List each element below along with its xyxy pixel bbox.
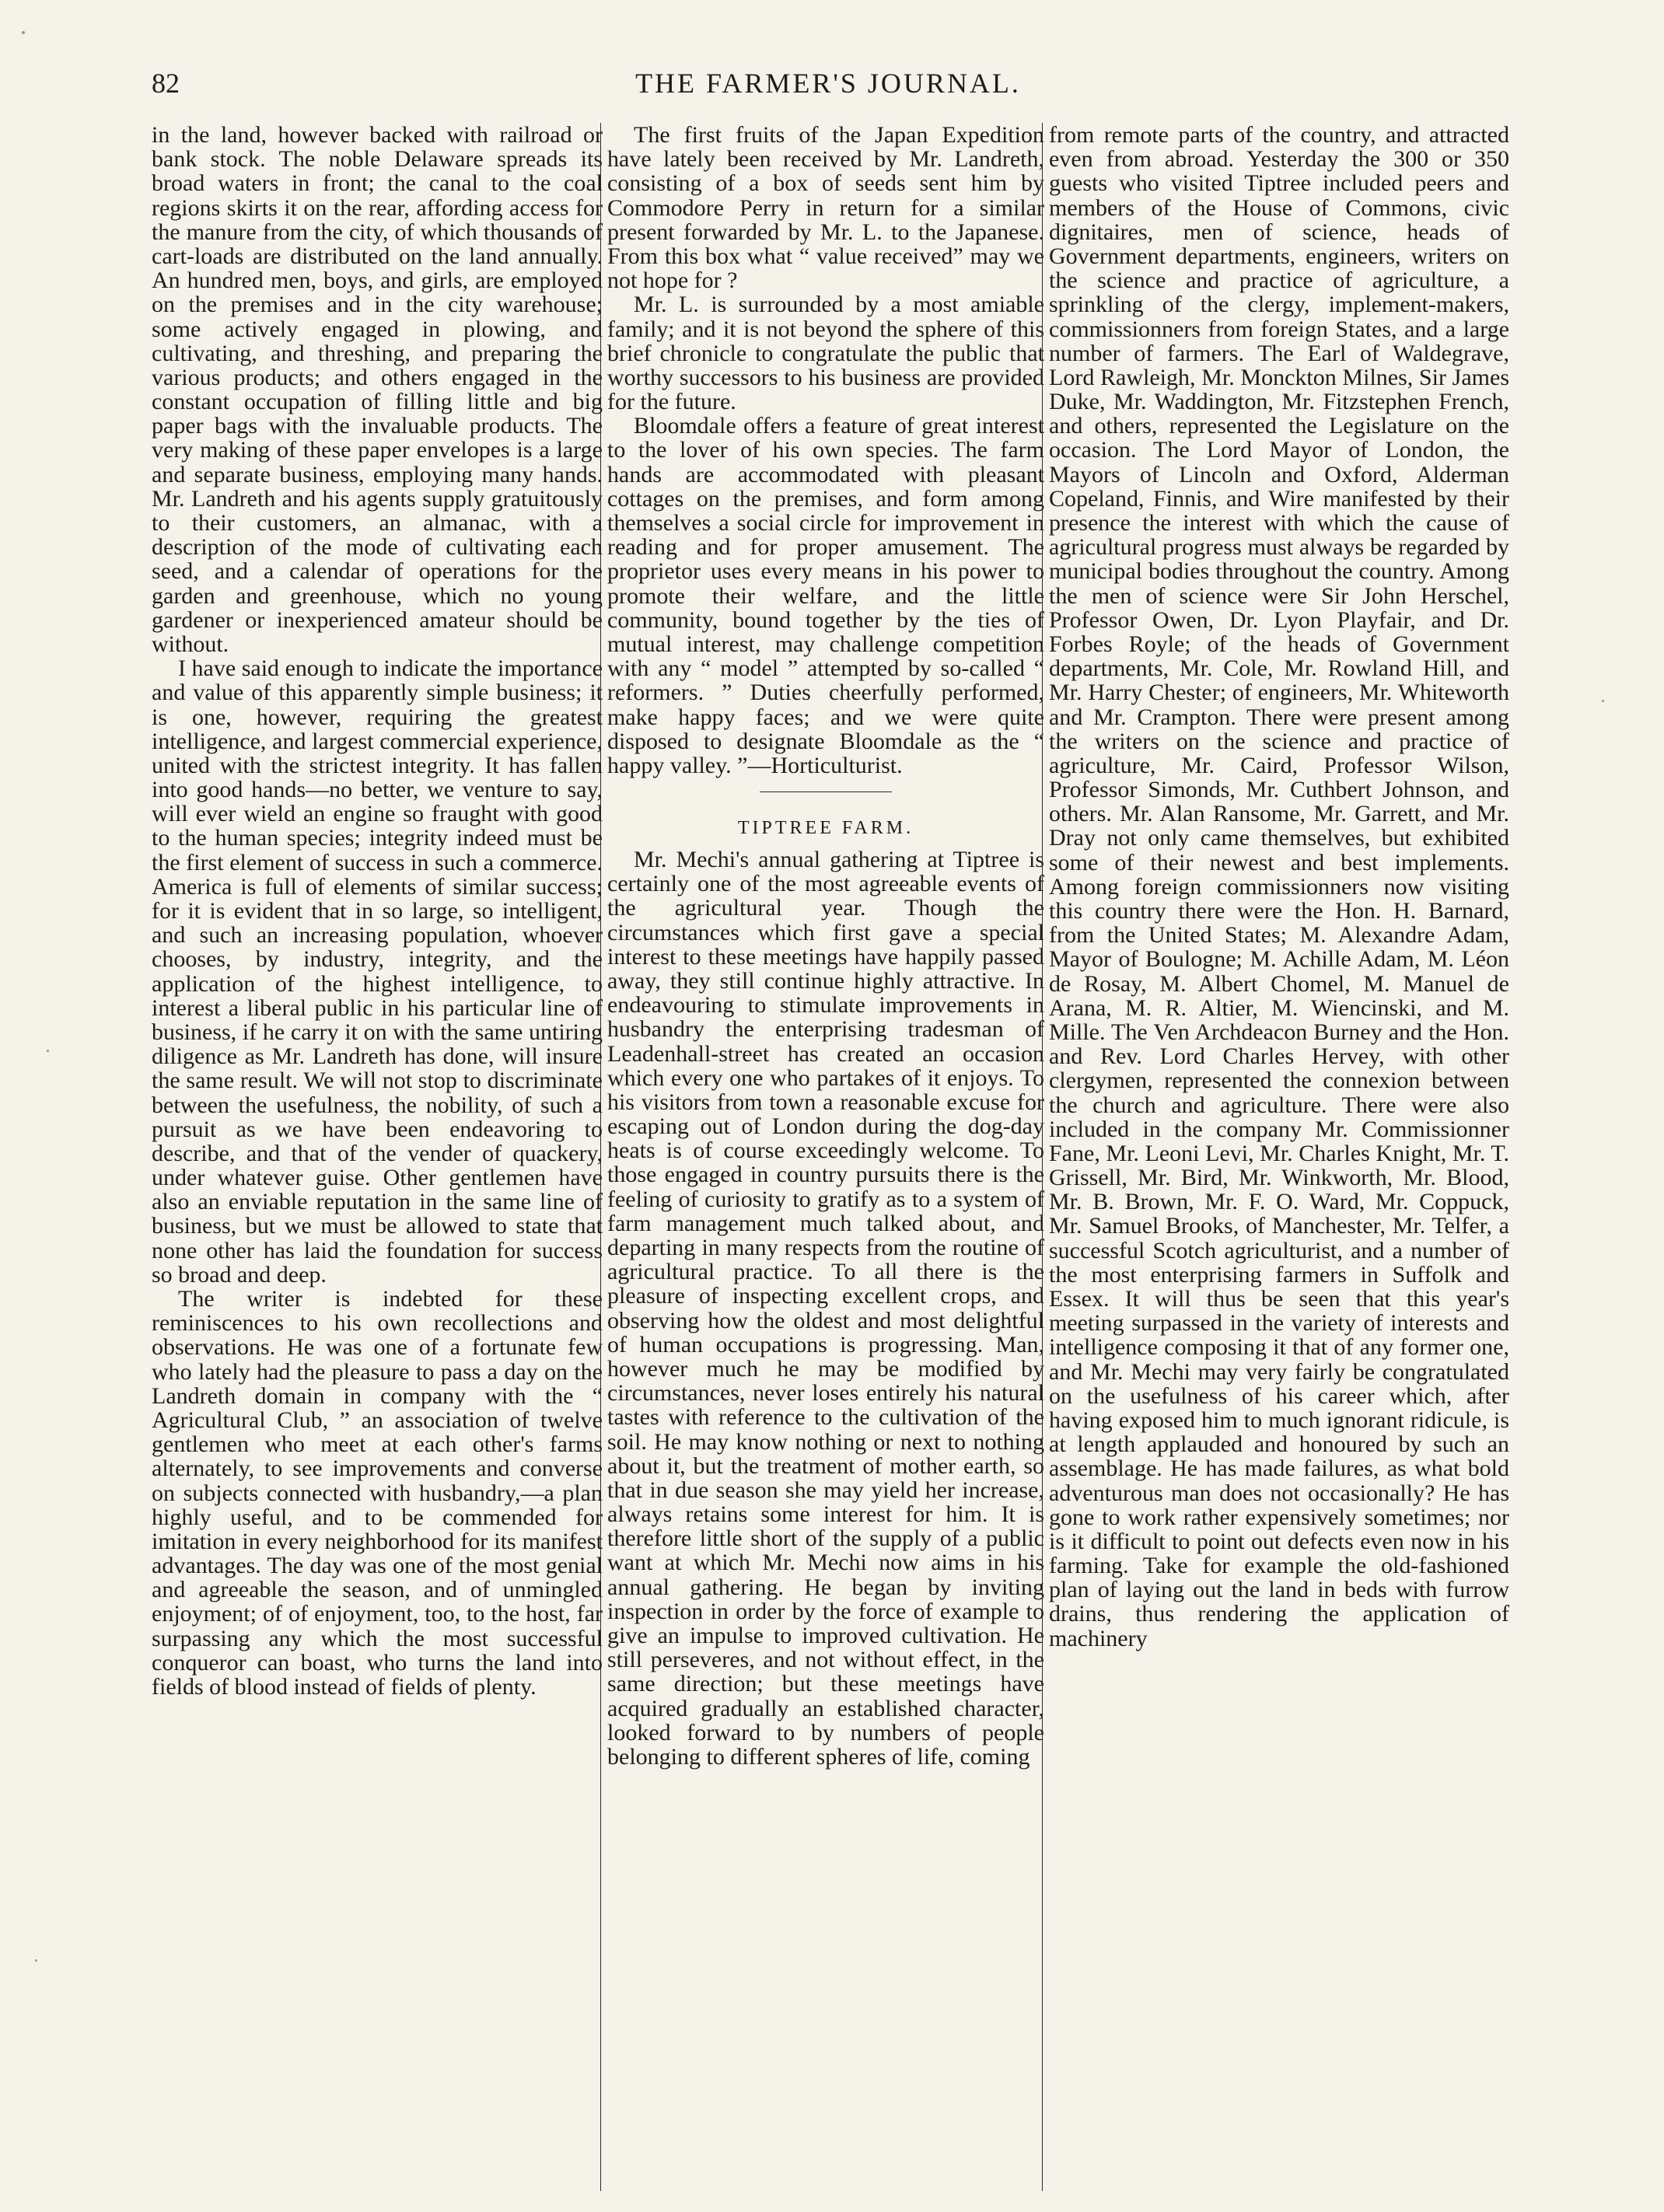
column-2-paragraph-1: The first fruits of the Japan Expedition have lately been received by Mr. Landreth, consisting of a box of seeds sent him by Commodore Perry in return for a similar present forwarded by Mr. L. to the Japanese. From this box what “ value received” may we not hope for ?: [607, 123, 1044, 294]
column-1-paragraph-3: The writer is indebted for these reminiscences to his own recollections and observations. He was one of a fortunate few who lately had the pleasure to pass a day on the Landreth domain in company with the “ Agricultural Club, ” an association of twelve gentlemen who meet at each other's farms alternately, to see improvements and converse on subjects connected with husbandry,—a plan highly useful, and to be commended for imitation in every neighborhood for its manifest advantages. The day was one of the most genial and agreeable the season, and of unmingled enjoyment; of of enjoyment, too, to the host, far surpassing any which the most successful conqueror can boast, who turns the land into fields of blood instead of fields of plenty.: [152, 1286, 603, 1700]
paper-speck: [35, 1959, 37, 1962]
column-1: [152, 123, 603, 2191]
paper-speck: [22, 31, 25, 34]
column-2-paragraph-4: Mr. Mechi's annual gathering at Tiptree is certainly one of the most agreeable events of the agricultural year. Though the circumstances which first gave a special interest to these meetings have happily passed away, they still continue highly attractive. In endeavouring to stimulate improvements in husbandry the enterprising tradesman of Leadenhall-street has created an occasion which every one who partakes of it enjoys. To his visitors from town a reasonable excuse for escaping out of London during the dog-day heats is of course exceedingly welcome. To those engaged in country pursuits there is the feeling of curiosity to gratify as to a system of farm management much talked about, and departing in many respects from the routine of agricultural practice. To all there is the pleasure of inspecting excellent crops, and observing how the oldest and most delightful of human occupations is progressing. Man, however much he may be modified by circumstances, never loses entirely his natural tastes with reference to the cultivation of the soil. He may know nothing or next to nothing about it, but the treatment of mother earth, so that in due season she may yield her increase, always retains some interest for him. It is therefore little short of the supply of a public want at which Mr. Mechi now aims in his annual gathering. He began by inviting inspection in order by the force of example to give an impulse to improved cultivation. He still perseveres, and not without effect, in the same direction; but these meetings have acquired gradually an established character, looked forward to by numbers of people belonging to different spheres of life, coming: [607, 847, 1044, 1770]
paper-speck: [47, 1050, 49, 1052]
column-1-paragraph-1: in the land, however backed with railroad or bank stock. The noble Delaware spreads its broad waters in front; the canal to the coal regions skirts it on the rear, affording access for the manure from the city, of which thousands of cart-loads are distributed on the land annually. An hundred men, boys, and girls, are employed on the premises and in the city warehouse; some actively engaged in plowing, and cultivating, and threshing, and preparing the various products; and others engaged in the constant occupation of filling little and big paper bags with the invaluable products. The very making of these paper envelopes is a large and separate business, employing many hands. Mr. Landreth and his agents supply gratuitously to their customers, an almanac, with a description of the mode of cultivating each seed, and a calendar of operations for the garden and greenhouse, which no young gardener or inexperienced amateur should be without.: [152, 123, 603, 657]
page-number: 82: [152, 68, 180, 99]
column-3: [1042, 123, 1509, 2191]
column-2: [600, 123, 1044, 2191]
section-heading-tiptree-farm: TIPTREE FARM.: [737, 818, 914, 839]
paper-speck: [1602, 700, 1604, 702]
column-1-paragraph-2: I have said enough to indicate the importance and value of this apparently simple business; it is one, however, requiring the greatest intelligence, and largest commercial experience, united with the strictest integrity. It has fallen into good hands—no better, we venture to say, will ever wield an engine so fraught with good to the human species; integrity indeed must be the first element of success in such a commerce. America is full of elements of similar success; for it is evident that in so large, so intelligent, and such an increasing population, whoever chooses, by industry, integrity, and the application of the highest intelligence, to interest a liberal public in his particular line of business, if he carry it on with the same untiring diligence as Mr. Landreth has done, will insure the same result. We will not stop to discriminate between the usefulness, the nobility, of such a pursuit as we have been endeavoring to describe, and that of the vender of quackery, under whatever guise. Other gentlemen have also an enviable reputation in the same line of business, but we must be allowed to state that none other has laid the foundation for success so broad and deep.: [152, 655, 603, 1288]
column-2-paragraph-3: Bloomdale offers a feature of great interest to the lover of his own species. The farm hands are accommodated with pleasant cottages on the premises, and form among themselves a social circle for improvement in reading and for proper amusement. The proprietor uses every means in his power to promote their welfare, and the little community, bound together by the ties of mutual interest, may challenge competition with any “ model ” attempted by so-called “ reformers. ” Duties cheerfully performed, make happy faces; and we were quite disposed to designate Bloomdale as the “ happy valley. ”—Horticulturist.: [607, 413, 1044, 778]
page-header: [152, 61, 1505, 107]
running-head: THE FARMER'S JOURNAL.: [635, 68, 1021, 99]
column-2-paragraph-2: Mr. L. is surrounded by a most amiable family; and it is not beyond the sphere of this brief chronicle to congratulate the public that worthy successors to his business are provided for the future.: [607, 292, 1044, 415]
column-3-paragraph-1: from remote parts of the country, and attracted even from abroad. Yesterday the 300 or 350 guests who visited Tiptree included peers and members of the House of Commons, civic dignitaires, men of science, heads of Government departments, engineers, writers on the science and practice of agriculture, a sprinkling of the clergy, implement-makers, commissionners from foreign States, and a large number of farmers. The Earl of Waldegrave, Lord Rawleigh, Mr. Monckton Milnes, Sir James Duke, Mr. Waddington, Mr. Fitzstephen French, and others, represented the Legislature on the occasion. The Lord Mayor of London, the Mayors of Lincoln and Oxford, Alderman Copeland, Finnis, and Wire manifested by their presence the interest with which the cause of agricultural progress must always be regarded by municipal bodies throughout the country. Among the men of science were Sir John Herschel, Professor Owen, Dr. Lyon Playfair, and Dr. Forbes Royle; of the heads of Government departments, Mr. Cole, Mr. Rowland Hill, and Mr. Harry Chester; of engineers, Mr. Whiteworth and Mr. Crampton. There were present among the writers on the science and practice of agriculture, Mr. Caird, Professor Wilson, Professor Simonds, Mr. Cuthbert Johnson, and others. Mr. Alan Ransome, Mr. Garrett, and Mr. Dray not only came themselves, but exhibited some of their newest and best implements. Among foreign commissionners now visiting this country there were the Hon. H. Barnard, from the United States; M. Alexandre Adam, Mayor of Boulogne; M. Achille Adam, M. Léon de Rosay, M. Albert Chomel, M. Manuel de Arana, M. R. Altier, M. Wiencinski, and M. Mille. The Ven Archdeacon Burney and the Hon. and Rev. Lord Charles Hervey, with other clergymen, represented the connexion between the church and agriculture. There were also included in the company Mr. Commissionner Fane, Mr. Leoni Levi, Mr. Charles Knight, Mr. T. Grissell, Mr. Bird, Mr. Winkworth, Mr. Blood, Mr. B. Brown, Mr. F. O. Ward, Mr. Coppuck, Mr. Samuel Brooks, of Manchester, Mr. Telfer, a successful Scotch agriculturist, and a number of the most enterprising farmers in Suffolk and Essex. It will thus be seen that this year's meeting surpassed in the variety of interests and intelligence composing it that of any former one, and Mr. Mechi may very fairly be congratulated on the usefulness of his career which, after having exposed him to much ignorant ridicule, is at length applauded and honoured by such an assemblage. He has made failures, as what bold adventurous man does not occasionally? He has gone to work rather expensively sometimes; nor is it difficult to point out defects even now in his farming. Take for example the old-fashioned plan of laying out the land in beds with furrow drains, thus rendering the application of machinery: [1049, 123, 1509, 1651]
section-divider-rule: [760, 791, 892, 792]
